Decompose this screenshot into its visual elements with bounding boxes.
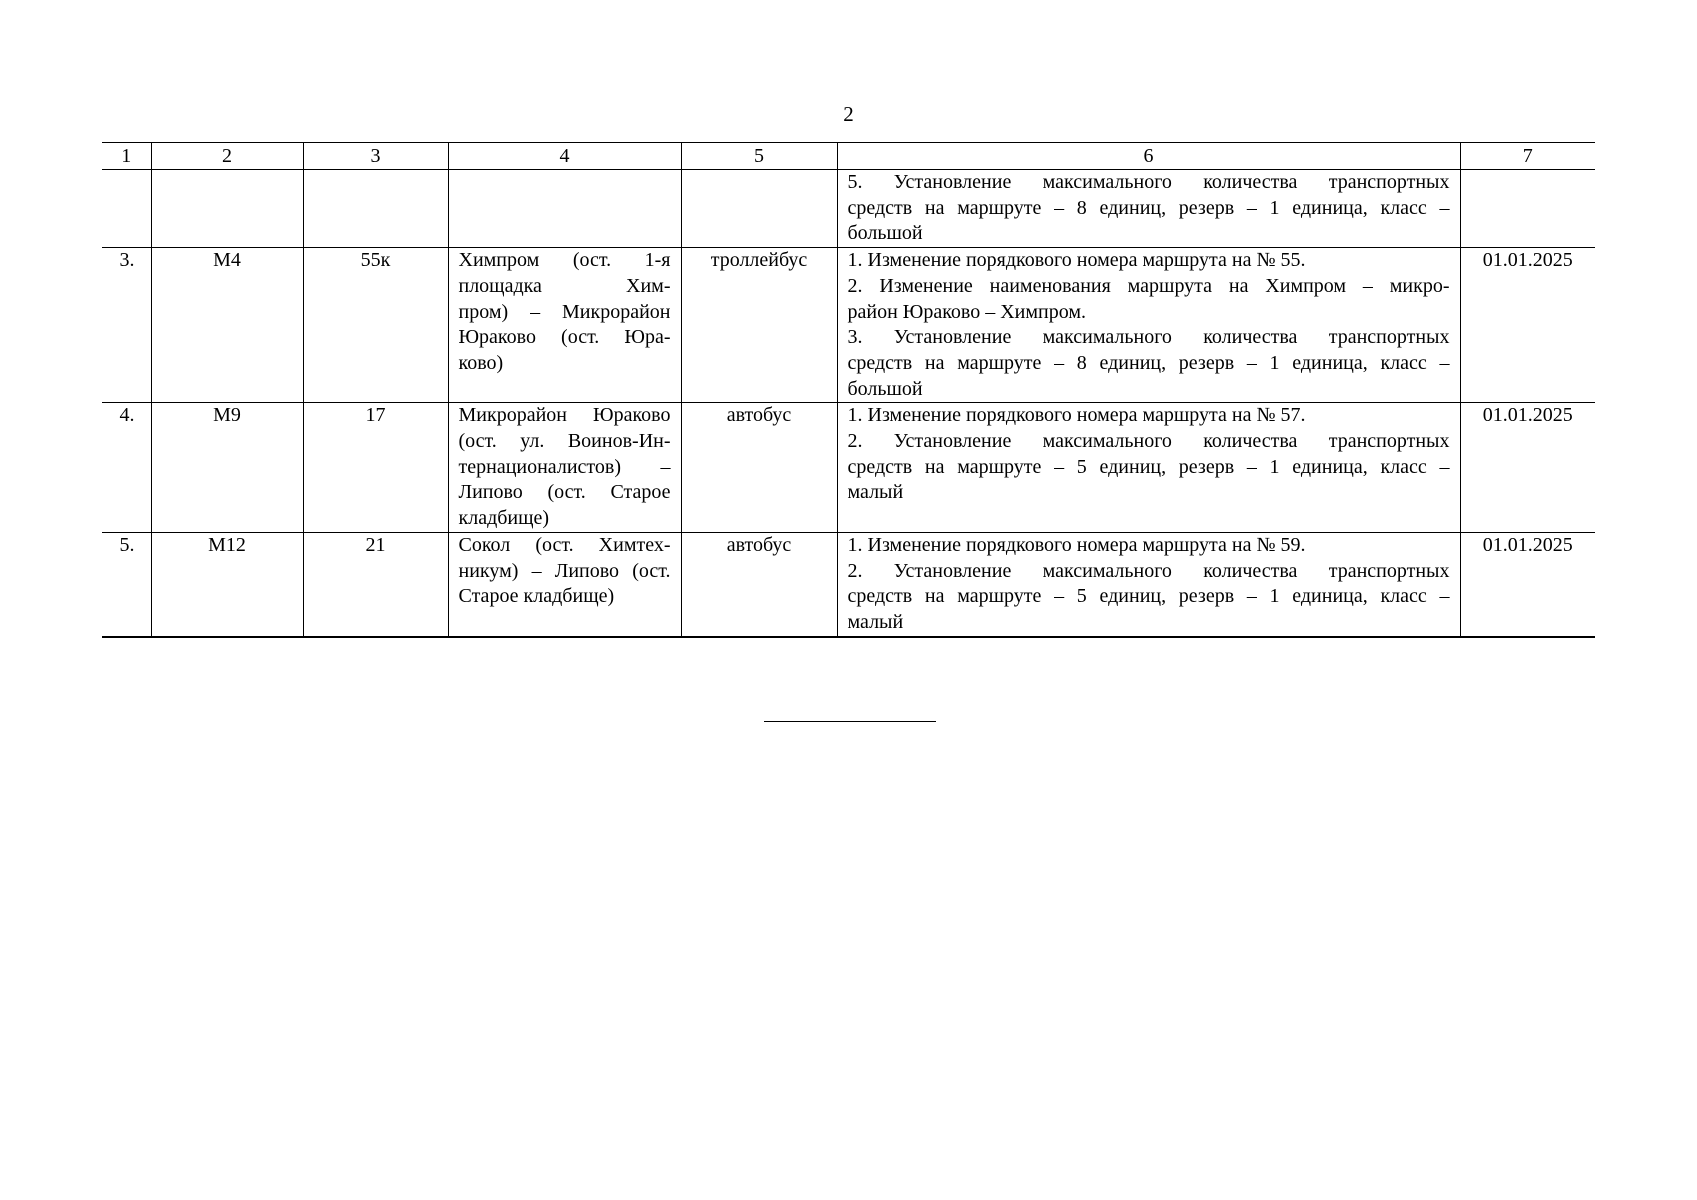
- route-name: [448, 532, 681, 636]
- row-number: 3.: [102, 248, 151, 403]
- route-line: площадка Хим-: [458, 274, 671, 297]
- route-number: 55к: [303, 248, 448, 403]
- changes-line: 2. Установление максимального количества транспортных: [847, 559, 1450, 582]
- col-header-3: 3: [303, 143, 448, 170]
- route-number: 17: [303, 403, 448, 533]
- changes-line: 2. Установление максимального количества транспортных: [847, 430, 1450, 453]
- changes-line: большой: [847, 222, 923, 245]
- changes-line: малый: [847, 481, 904, 504]
- vehicle-type: [681, 170, 837, 248]
- vehicle-type: троллейбус: [681, 248, 837, 403]
- changes-line: средств на маршруте – 8 единиц, резерв – 1 единица, класс –: [847, 351, 1450, 374]
- route-name: [448, 248, 681, 403]
- route-number: [303, 170, 448, 248]
- page-number: 2: [843, 102, 854, 126]
- route-line: тернационалистов) –: [458, 455, 671, 478]
- col-header-2: 2: [151, 143, 303, 170]
- route-name: [448, 403, 681, 533]
- row-number: 4.: [102, 403, 151, 533]
- row-number: [102, 170, 151, 248]
- header-row: [102, 143, 1595, 170]
- effective-date: 01.01.2025: [1460, 403, 1595, 533]
- vehicle-type: автобус: [681, 403, 837, 533]
- col-header-1: 1: [102, 143, 151, 170]
- col-header-4: 4: [448, 143, 681, 170]
- effective-date: 01.01.2025: [1460, 532, 1595, 636]
- changes-line: средств на маршруте – 5 единиц, резерв – 1 единица, класс –: [847, 585, 1450, 608]
- table-row: [102, 403, 1595, 533]
- old-route-id: [151, 170, 303, 248]
- route-line: (ост. ул. Воинов-Ин-: [458, 430, 671, 453]
- route-line: ково): [458, 351, 504, 374]
- changes-line: средств на маршруте – 5 единиц, резерв – 1 единица, класс –: [847, 455, 1450, 478]
- row-number: 5.: [102, 532, 151, 636]
- changes-line: 1. Изменение порядкового номера маршрута на № 57.: [847, 404, 1306, 427]
- route-line: Липово (ост. Старое: [458, 481, 671, 504]
- end-separator-line: [764, 721, 936, 722]
- changes-line: 5. Установление максимального количества транспортных: [847, 171, 1450, 193]
- routes-table: [102, 142, 1595, 638]
- route-line: Химпром (ост. 1-я: [458, 249, 671, 272]
- changes-line: 1. Изменение порядкового номера маршрута на № 59.: [847, 533, 1306, 556]
- col-header-5: 5: [681, 143, 837, 170]
- effective-date: [1460, 170, 1595, 248]
- changes-line: 3. Установление максимального количества транспортных: [847, 326, 1450, 349]
- changes-line: 1. Изменение порядкового номера маршрута на № 55.: [847, 249, 1306, 272]
- changes-line: 2. Изменение наименования маршрута на Химпром – микро-: [847, 274, 1450, 297]
- route-line: кладбище): [458, 507, 550, 530]
- table-row: [102, 170, 1595, 248]
- route-number: 21: [303, 532, 448, 636]
- vehicle-type: автобус: [681, 532, 837, 636]
- changes-line: район Юраково – Химпром.: [847, 300, 1087, 323]
- col-header-6: 6: [837, 143, 1460, 170]
- old-route-id: М9: [151, 403, 303, 533]
- changes-cell: [837, 170, 1460, 248]
- route-line: пром) – Микрорайон: [458, 300, 671, 323]
- changes-line: большой: [847, 377, 923, 400]
- route-line: Старое кладбище): [458, 585, 615, 608]
- old-route-id: М4: [151, 248, 303, 403]
- changes-line: малый: [847, 610, 904, 633]
- col-header-7: 7: [1460, 143, 1595, 170]
- table-row: [102, 532, 1595, 636]
- route-line: Юраково (ост. Юра-: [458, 326, 671, 349]
- changes-cell: [837, 532, 1460, 636]
- route-line: Микрорайон Юраково: [458, 404, 671, 427]
- effective-date: 01.01.2025: [1460, 248, 1595, 403]
- route-line: никум) – Липово (ост.: [458, 559, 671, 582]
- route-name: [448, 170, 681, 248]
- table-row: [102, 248, 1595, 403]
- changes-cell: [837, 248, 1460, 403]
- old-route-id: М12: [151, 532, 303, 636]
- route-line: Сокол (ост. Химтех-: [458, 533, 671, 556]
- changes-cell: [837, 403, 1460, 533]
- changes-line: средств на маршруте – 8 единиц, резерв – 1 единица, класс –: [847, 196, 1450, 219]
